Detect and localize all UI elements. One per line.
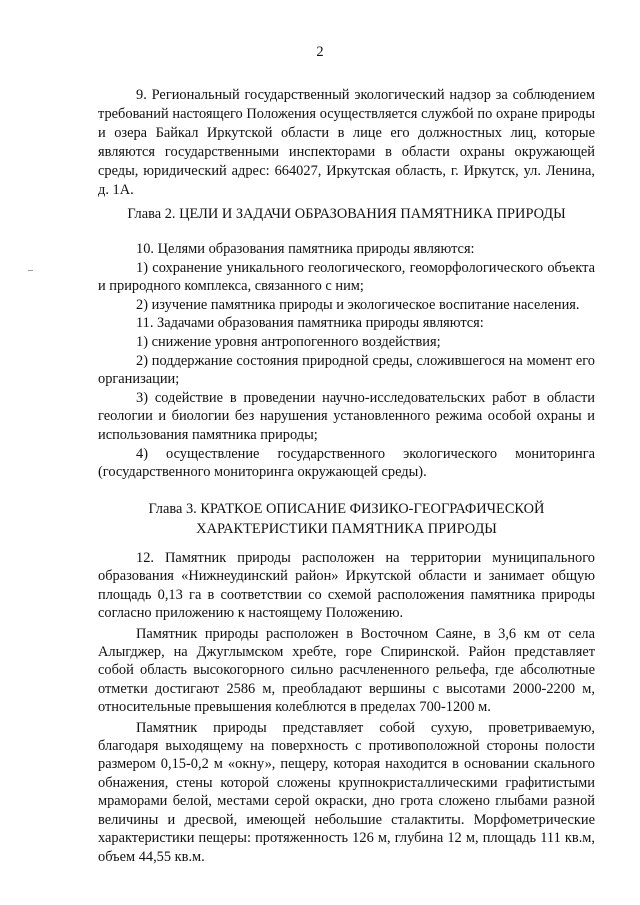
- chapter-3-heading-line-1: Глава 3. КРАТКОЕ ОПИСАНИЕ ФИЗИКО-ГЕОГРАФИЧЕСКОЙ: [148, 501, 545, 517]
- section-1: [98, 86, 595, 200]
- paragraph-12: 12. Памятник природы расположен на территории муниципального образования «Нижнеудинский район» Иркутской области и занимает общую площадь 0,13 га в соответствии со схемой расположения памятника природы согласно приложению к настоящему Положению.: [98, 550, 595, 622]
- task-item-4: 4) осуществление государственного экологического мониторинга (государственного мониторинга окружающей среды).: [98, 445, 595, 481]
- chapter-2-heading: Глава 2. ЦЕЛИ И ЗАДАЧИ ОБРАЗОВАНИЯ ПАМЯТНИКА ПРИРОДЫ: [127, 206, 566, 222]
- paragraph-9: 9. Региональный государственный экологический надзор за соблюдением требований настоящего Положения осуществляется службой по охране природы и озера Байкал Иркутской области в лице его должностных лиц, которые являются государственными инспекторами в области охраны окружающей среды, юридический адрес: 664027, Иркутская область, г. Иркутск, ул. Ленина, д. 1А.: [98, 87, 595, 198]
- margin-mark: [28, 270, 33, 271]
- paragraph-11: 11. Задачами образования памятника природы являются:: [136, 315, 484, 332]
- chapter-3-body: [98, 549, 595, 866]
- task-item-1: 1) снижение уровня антропогенного воздействия;: [136, 333, 441, 350]
- task-item-3: 3) содействие в проведении научно-исследовательских работ в области геологии и биологии без нарушения установленного режима особой охраны и использования памятника природы;: [98, 389, 595, 443]
- location-paragraph: Памятник природы расположен в Восточном Саяне, в 3,6 км от села Алыгджер, на Джуглымском хребте, горе Спиринской. Район представляет собой область высокогорного сильно расчлененного рельефа, где абсолютные отметки достигают 2586 м, преобладают вершины с высотами 2000-2200 м, относительные превышения колеблются в пределах 700-1200 м.: [98, 625, 595, 716]
- goal-item-2: 2) изучение памятника природы и экологическое воспитание населения.: [136, 296, 580, 313]
- paragraph-10: 10. Целями образования памятника природы являются:: [136, 241, 475, 257]
- cave-description-paragraph: Памятник природы представляет собой сухую, проветриваемую, благодаря выходящему на поверхность с противоположной стороны полости размером 0,15-0,2 м «окну», пещеру, которая находится в основании скального обнажения, стены которой сложены крупнокристаллическими графитистыми мраморами белой, местами серой окраски, дно грота сложено глыбами разной величины и дресвой, имеющей небольшие сталактиты. Морфометрические характеристики пещеры: протяженность 126 м, глубина 12 м, площадь 111 кв.м, объем 44,55 кв.м.: [98, 719, 595, 865]
- task-item-2: 2) поддержание состояния природной среды, сложившегося на момент его организации;: [98, 352, 595, 388]
- goal-item-1: 1) сохранение уникального геологического, геоморфологического объекта и природного комплекса, связанного с ним;: [98, 259, 595, 295]
- chapter-3-heading: [98, 499, 595, 539]
- chapter-3-heading-line-2: ХАРАКТЕРИСТИКИ ПАМЯТНИКА ПРИРОДЫ: [196, 521, 497, 537]
- page-number: 2: [316, 44, 324, 60]
- chapter-2-body: [98, 240, 595, 482]
